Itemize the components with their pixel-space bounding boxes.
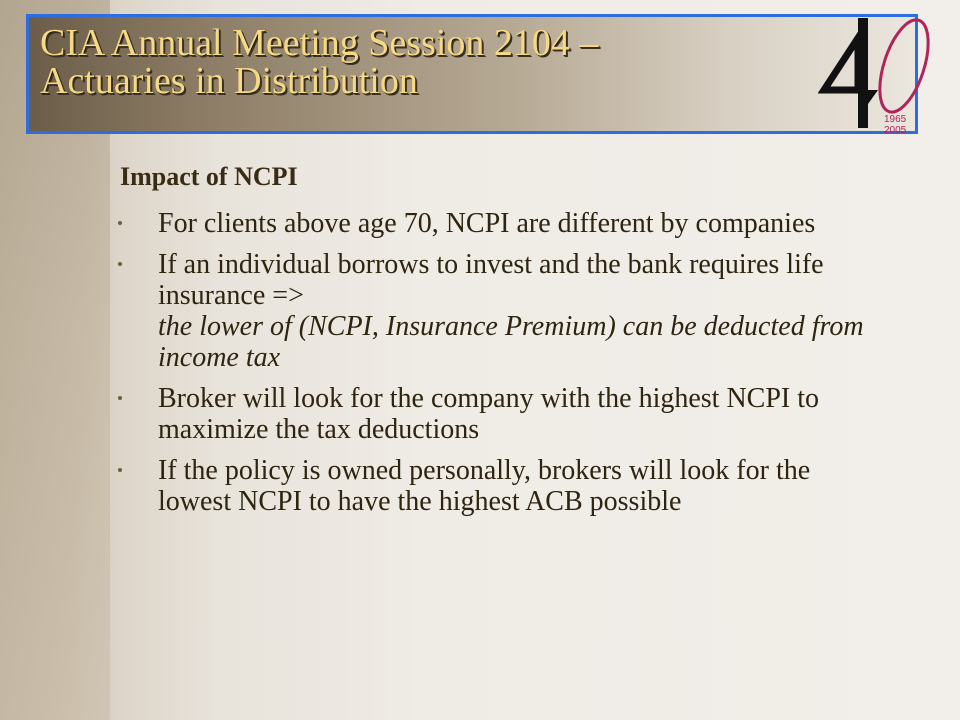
bullet-text: If the policy is owned personally, brokers will look for the lowest NCPI to have the highest ACB possible: [158, 455, 811, 517]
bullet-dot-icon: [118, 468, 122, 472]
bullet-item: [110, 208, 890, 239]
slide-title: [40, 24, 598, 100]
logo-year-end: 2005: [884, 125, 907, 134]
title-line-2: Actuaries in Distribution: [40, 60, 418, 102]
bullet-text: If an individual borrows to invest and the bank requires life insurance =>: [158, 249, 824, 311]
bullet-text: Broker will look for the company with the highest NCPI to maximize the tax deductions: [158, 383, 820, 445]
title-line-1: CIA Annual Meeting Session 2104 –: [40, 22, 599, 64]
bullet-dot-icon: [118, 221, 122, 225]
cia-anniversary-logo: [818, 14, 942, 134]
bullet-item: [110, 383, 890, 445]
bullet-dot-icon: [118, 262, 122, 266]
bullet-text: For clients above age 70, NCPI are different by companies: [158, 208, 816, 239]
bullet-list: [110, 208, 890, 527]
logo-year-start: 1965: [884, 114, 907, 125]
bullet-dot-icon: [118, 396, 122, 400]
bullet-item: [110, 455, 890, 517]
section-heading: Impact of NCPI: [120, 162, 298, 191]
bullet-italic-text: the lower of (NCPI, Insurance Premium) can be deducted from income tax: [158, 311, 864, 373]
bullet-item: [110, 249, 890, 373]
